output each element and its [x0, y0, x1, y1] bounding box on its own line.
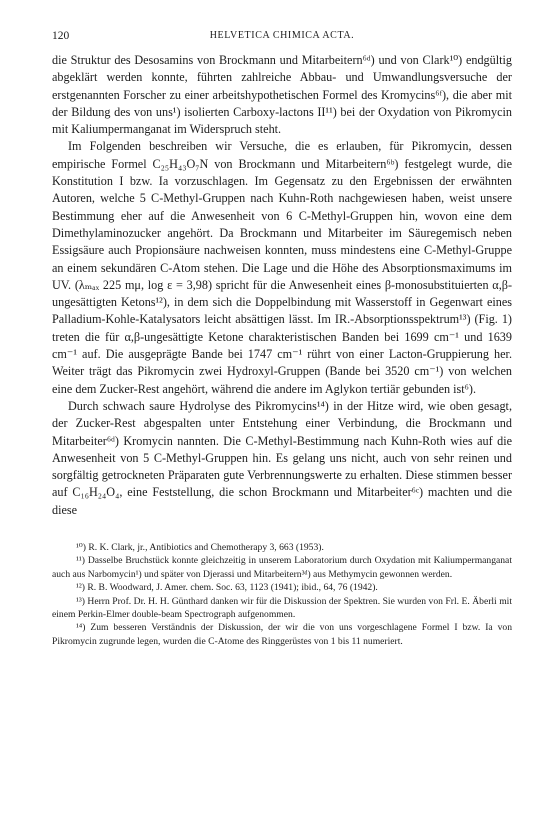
journal-title: HELVETICA CHIMICA ACTA.	[209, 30, 355, 41]
page-number: 120	[52, 30, 70, 42]
footnote: ¹⁰) R. K. Clark, jr., Antibiotics and Chemotherapy 3, 663 (1953).	[76, 542, 324, 554]
footnote-separator	[52, 529, 512, 541]
footnote: ¹⁴) Zum besseren Verständnis der Diskussion, der wir die von uns vorgeschlagene Formel I bzw. Ia von Pikromycin zugrunde legen, wurden die C-Atome des Ringgerüstes von 1 bis 11 numeriert.	[52, 622, 512, 647]
footnotes	[52, 529, 512, 648]
journal-page	[52, 30, 512, 648]
body-text	[52, 52, 512, 519]
footnote: ¹²) R. B. Woodward, J. Amer. chem. Soc. 63, 1123 (1941); ibid., 64, 76 (1942).	[76, 582, 378, 594]
running-header	[52, 30, 512, 46]
footnote: ¹¹) Dasselbe Bruchstück konnte gleichzeitig in unserem Laboratorium durch Oxydation mit Kaliumpermanganat auch aus Narbomycin¹) und später von Djerassi und Mitarbeitern³ᵈ) aus Methymycin gewonnen werden.	[52, 555, 512, 580]
footnote: ¹³) Herrn Prof. Dr. H. H. Günthard danken wir für die Diskussion der Spektren. Sie wurden von Frl. E. Äberli mit einem Perkin-Elmer double-beam Spectrograph aufgenommen.	[52, 595, 512, 621]
paragraph: Durch schwach saure Hydrolyse des Pikromycins¹⁴) in der Hitze wird, wie oben gesagt, der Zucker-Rest abgespalten unter Entstehung einer Verbindung, die Brockmann und Mitarbeiter⁶ᵈ) Kromycin nannten. Die C-Methyl-Bestimmung nach Kuhn-Roth wies auf die Anwesenheit von 5 C-Methyl-Gruppen hin. Es gelang uns nicht, auch von sehr reinen und sorgfältig getrockneten Präparaten gute Verbrennungswerte zu erhalten. Diese stimmen besser auf C₁₆H₂₄O₄, eine Feststellung, die schon Brockmann und Mitarbeiter⁶ᶜ) machten und die diese	[52, 398, 512, 517]
paragraph: die Struktur des Desosamins von Brockmann und Mitarbeitern⁶ᵈ) und von Clark¹⁰) endgültig abgeklärt werden konnte, führten zahlreiche Abbau- und Umwandlungsversuche der erstgenannten Forscher zu einer arbeitshypothetischen Formel des Kromycins⁶ᶠ), die aber mit der Bildung des von uns¹) isolierten Carboxy-lactons II¹¹) bei der Oxydation von Pikromycin mit Kaliumpermanganat im Widerspruch steht.	[52, 53, 512, 137]
paragraph: Im Folgenden beschreiben wir Versuche, die es erlauben, für Pikromycin, dessen empirische Formel C₂₅H₄₃O₇N von Brockmann und Mitarbeitern⁶ᵇ) festgelegt wurde, die Konstitution I bzw. Ia vorzuschlagen. Im Gegensatz zu den Ergebnissen der erwähnten Autoren, welche 5 C-Methyl-Gruppen nach Kuhn-Roth nachgewiesen haben, weist unsere Bestimmung eher auf die Anwesenheit von 6 C-Methyl-Gruppen hin, wovon eine dem Dimethylaminozucker angehört. Da Brockmann und Mitarbeiter im Säuregemisch neben Essigsäure auch Propionsäure nachweisen konnten, muss mindestens eine C-Methyl-Gruppe an einem sekundären C-Atom stehen. Die Lage und die Höhe des Absorptionsmaximums im UV. (λₘₐₓ 225 mμ, log ε = 3,98) spricht für die Anwesenheit eines β-monosubstituierten α,β-ungesättigten Ketons¹²), in dem sich die Doppelbindung mit Wasserstoff in Gegenwart eines Palladium-Kohle-Katalysators leicht absättigen lässt. Im IR.-Absorptionsspektrum¹³) (Fig. 1) treten die für α,β-ungesättigte Ketone charakteristischen Banden bei 1699 cm⁻¹ und 1639 cm⁻¹ auf. Die ausgeprägte Bande bei 1747 cm⁻¹ rührt von einer Lacton-Gruppierung her. Weiter trägt das Pikromycin zwei Hydroxyl-Gruppen (Bande bei 3520 cm⁻¹) von welchen eine dem Zucker-Rest angehört, während die andere im Aglykon tertiär gebunden ist⁶).	[52, 139, 512, 396]
